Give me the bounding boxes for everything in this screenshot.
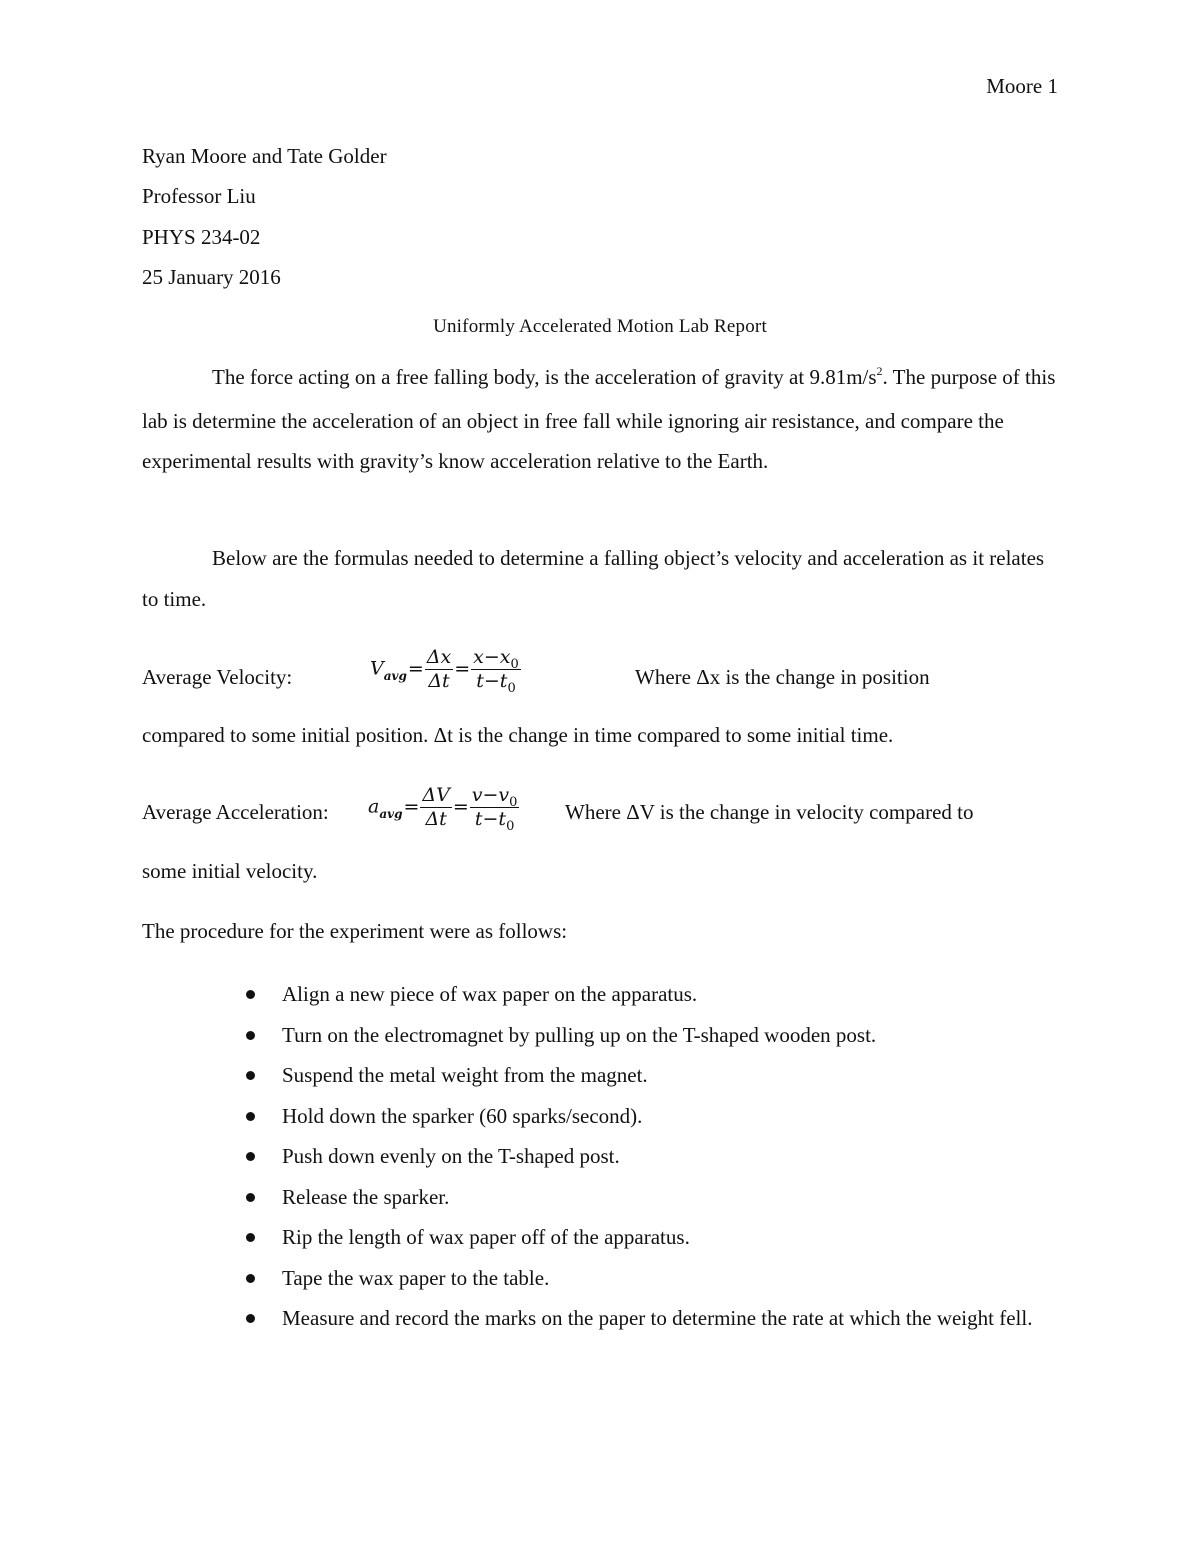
procedure-step (142, 974, 1062, 1015)
velocity-formula (370, 646, 521, 696)
acceleration-label: Average Acceleration: (142, 800, 329, 824)
acceleration-symbol: a (368, 795, 380, 818)
procedure-step (142, 1136, 1062, 1177)
bullet-icon (246, 1112, 255, 1121)
acceleration-frac2-numerator (470, 786, 520, 808)
acceleration-fraction-2 (470, 784, 520, 834)
authors-line: Ryan Moore and Tate Golder (142, 144, 387, 168)
bullet-icon (246, 1071, 255, 1080)
velocity-frac2-denominator (474, 670, 517, 696)
velocity-equals-2: = (454, 657, 471, 680)
velocity-frac2-num-text: x−x (473, 646, 511, 668)
bullet-icon (246, 1233, 255, 1242)
acceleration-continuation: some initial velocity. (142, 859, 318, 883)
procedure-step-text: Turn on the electromagnet by pulling up on the T-shaped wooden post. (282, 1022, 877, 1047)
acceleration-formula (368, 784, 519, 834)
procedure-step (142, 1096, 1062, 1137)
velocity-equals-1: = (407, 657, 424, 680)
procedure-step (142, 1217, 1062, 1258)
velocity-frac2-den-text: t−t (476, 670, 508, 692)
procedure-step-text: Suspend the metal weight from the magnet. (282, 1063, 648, 1087)
velocity-frac1-numerator: Δx (426, 646, 452, 668)
acceleration-frac1-denominator: Δt (425, 808, 447, 830)
bullet-icon (246, 1152, 255, 1161)
procedure-step (142, 1177, 1062, 1218)
date-line: 25 January 2016 (142, 265, 281, 289)
procedure-step-text: Align a new piece of wax paper on the apparatus. (282, 982, 698, 1006)
procedure-step-text: Hold down the sparker (60 sparks/second). (282, 1103, 643, 1128)
bullet-icon (246, 1314, 255, 1323)
procedure-step (142, 1055, 1062, 1096)
acceleration-fraction-1 (420, 786, 451, 829)
procedure-step (142, 1258, 1062, 1299)
procedure-step-text: Rip the length of wax paper off of the apparatus. (282, 1225, 690, 1249)
velocity-continuation: compared to some initial position. Δt is the change in time compared to some initial time. (142, 723, 894, 747)
acceleration-frac2-num-text: v−v (471, 784, 510, 806)
professor-line: Professor Liu (142, 184, 256, 208)
acceleration-equals-1: = (403, 795, 420, 818)
velocity-subscript: avg (383, 668, 407, 683)
procedure-step-text: Tape the wax paper to the table. (282, 1265, 550, 1290)
velocity-frac1-denominator: Δt (428, 670, 450, 692)
velocity-frac2-num-zero: 0 (510, 657, 519, 672)
acceleration-equals-2: = (452, 795, 469, 818)
velocity-label: Average Velocity: (142, 665, 293, 689)
acceleration-frac2-den-text: t−t (474, 808, 507, 830)
acceleration-frac2-num-zero: 0 (509, 795, 518, 810)
procedure-step-text: Release the sparker. (282, 1184, 450, 1209)
course-line: PHYS 234-02 (142, 225, 261, 249)
acceleration-subscript: avg (379, 806, 403, 821)
intro-superscript: 2 (876, 364, 883, 378)
intro-text-end: . The purpose of this lab is determine the acceleration of an object in free fall while ignoring air resistance, and compare the experimental results with gravity’s know acceleration relative to the Earth. (142, 365, 1056, 473)
acceleration-where-text: Where ΔV is the change in velocity compared to (565, 800, 974, 824)
bullet-icon (246, 1274, 255, 1283)
acceleration-frac1-numerator: ΔV (422, 784, 450, 806)
page-header-label: Moore 1 (986, 74, 1058, 98)
velocity-symbol: V (370, 657, 384, 680)
acceleration-frac2-den-zero: 0 (506, 819, 515, 834)
velocity-fraction-1 (425, 648, 453, 691)
procedure-list (142, 974, 1062, 1339)
formulas-intro-paragraph: Below are the formulas needed to determine a falling object’s velocity and acceleration as it relates to time. (142, 546, 1045, 611)
report-title: Uniformly Accelerated Motion Lab Report (433, 316, 767, 337)
procedure-step-text: Push down evenly on the T-shaped post. (282, 1144, 620, 1168)
velocity-where-text: Where Δx is the change in position (635, 665, 930, 689)
procedure-step-text: Measure and record the marks on the paper to determine the rate at which the weight fell. (282, 1306, 1033, 1330)
bullet-icon (246, 1193, 255, 1202)
intro-text-start: The force acting on a free falling body, is the acceleration of gravity at 9.81m/s (212, 365, 877, 389)
procedure-intro: The procedure for the experiment were as follows: (142, 919, 568, 943)
procedure-step (142, 1015, 1062, 1056)
bullet-icon (246, 990, 255, 999)
acceleration-frac2-denominator (473, 808, 516, 834)
velocity-fraction-2 (471, 646, 521, 696)
bullet-icon (246, 1031, 255, 1040)
velocity-frac2-numerator (471, 648, 521, 670)
procedure-step (142, 1298, 1062, 1339)
velocity-frac2-den-zero: 0 (507, 681, 516, 696)
intro-paragraph (142, 357, 1062, 482)
